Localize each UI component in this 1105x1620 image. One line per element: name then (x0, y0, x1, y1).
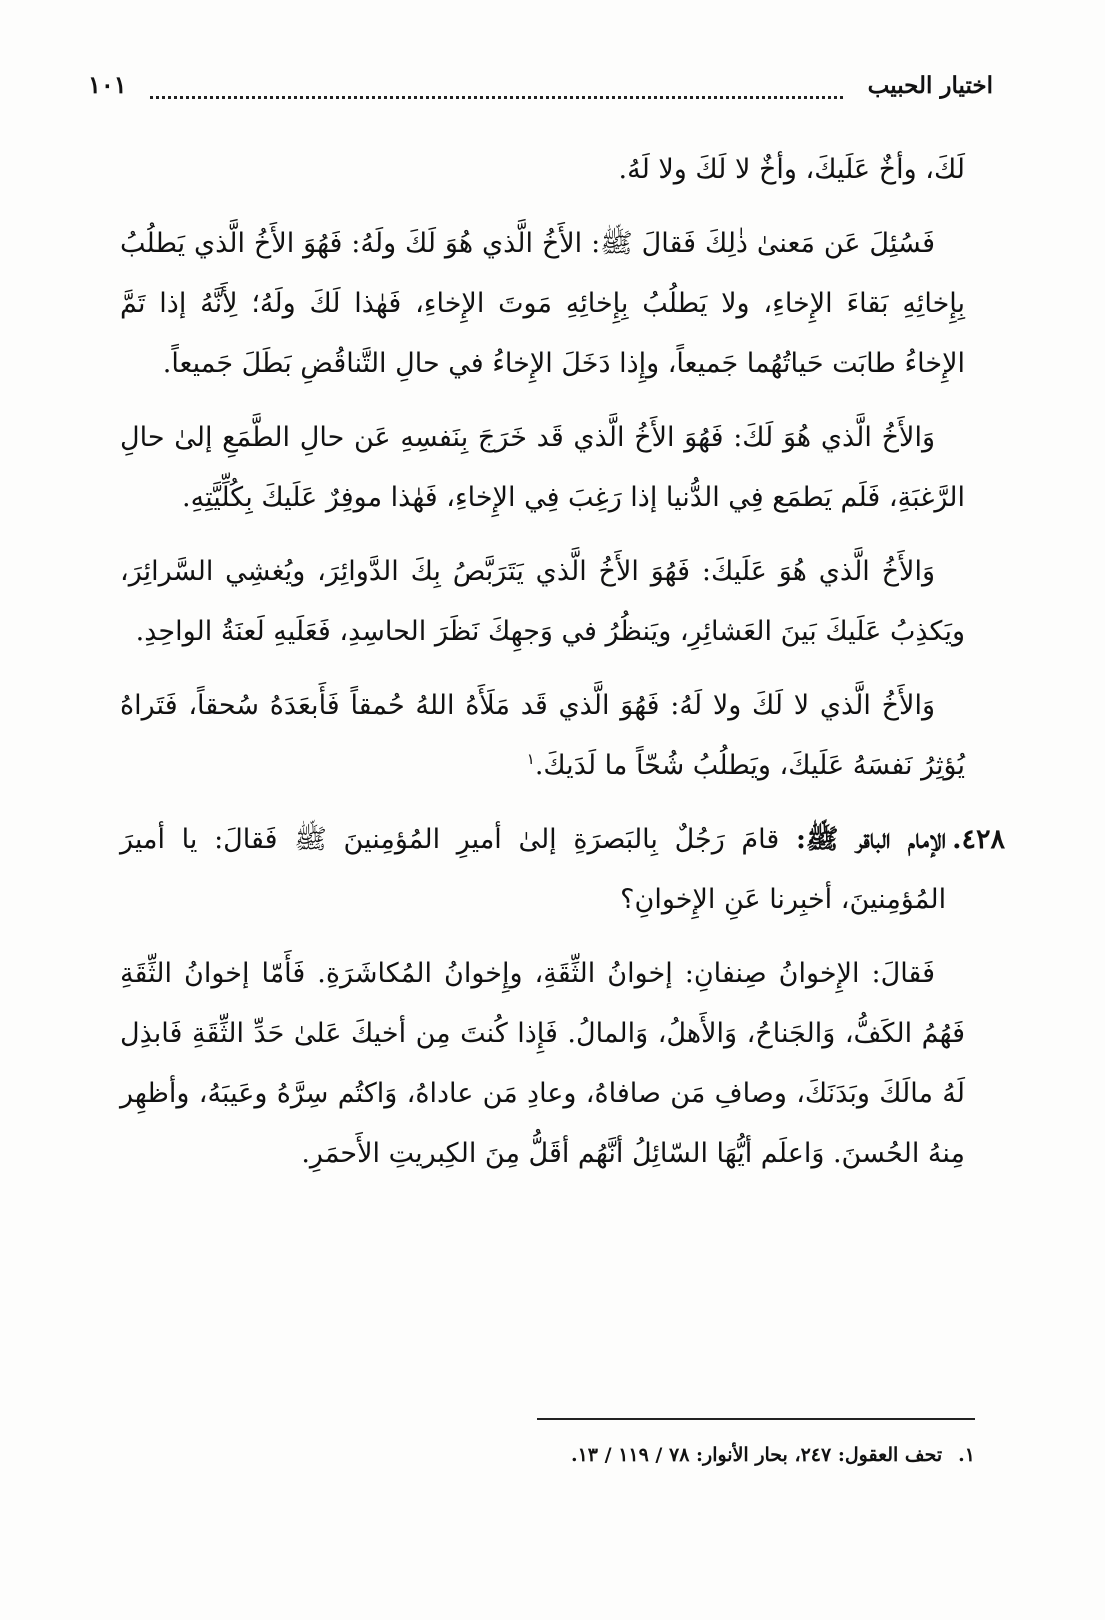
paragraph-5-text: وَالأَخُ الَّذي لا لَكَ ولا لَهُ: فَهُوَ الَّذي قَد مَلَأَهُ اللهُ حُمقاً فَأَبعَدَهُ سُحقاً، فَتَراهُ يُؤثِرُ نَفسَهُ عَلَيكَ، ويَطلُبُ شُحّاً ما لَدَيكَ. (120, 690, 965, 781)
hadith-text (120, 810, 946, 930)
paragraph-2: فَسُئِلَ عَن مَعنىٰ ذٰلِكَ فَقالَ ﷺ: الأَخُ الَّذي هُوَ لَكَ ولَهُ: فَهُوَ الأَخُ الَّذي يَطلُبُ بِإِخائِهِ بَقاءَ الإِخاءِ، ولا يَطلُبُ بِإِخائِهِ مَوتَ الإِخاءِ، فَهٰذا لَكَ ولَهُ؛ لِأَنَّهُ إذا تَمَّ الإِخاءُ طابَت حَياتُهُما جَميعاً، وإِذا دَخَلَ الإِخاءُ في حالِ التَّناقُضِ بَطَلَ جَميعاً. (120, 228, 965, 379)
footnote-number: ١. (958, 1444, 975, 1466)
hadith-number: ٤٢٨. (952, 824, 1005, 855)
running-header (88, 72, 993, 114)
header-leader-dots (150, 96, 843, 99)
footnote-text: تحف العقول: ٢٤٧، بحار الأنوار: ٧٨ / ١١٩ / ١٣. (570, 1444, 943, 1466)
paragraph-6: فَقالَ: الإِخوانُ صِنفانِ: إخوانُ الثِّقَةِ، وإِخوانُ المُكاشَرَةِ. فَأَمّا إخوانُ الثِّقَةِ فَهُمُ الكَفُّ، وَالجَناحُ، وَالأَهلُ، وَالمالُ. فَإِذا كُنتَ مِن أخيكَ عَلىٰ حَدِّ الثِّقَةِ فَابذِل لَهُ مالَكَ وبَدَنَكَ، وصافِ مَن صافاهُ، وعادِ مَن عاداهُ، وَاكتُم سِرَّهُ وعَيبَهُ، وأظهِر مِنهُ الحُسنَ. وَاعلَم أيُّهَا السّائِلُ أنَّهُم أقَلُّ مِنَ الكِبريتِ الأَحمَرِ. (120, 958, 965, 1169)
paragraph-5 (120, 676, 965, 796)
page-body (120, 140, 1005, 1184)
paragraph-4: وَالأَخُ الَّذي هُوَ عَلَيكَ: فَهُوَ الأَخُ الَّذي يَتَرَبَّصُ بِكَ الدَّوائِرَ، ويُغشِي السَّرائِرَ، ويَكذِبُ عَلَيكَ بَينَ العَشائِرِ، ويَنظُرُ في وَجهِكَ نَظَرَ الحاسِدِ، فَعَلَيهِ لَعنَةُ الواحِدِ. (120, 556, 965, 647)
paragraph-3: وَالأَخُ الَّذي هُوَ لَكَ: فَهُوَ الأَخُ الَّذي قَد خَرَجَ بِنَفسِهِ عَن حالِ الطَّمَعِ إلىٰ حالِ الرَّغبَةِ، فَلَم يَطمَع فِي الدُّنيا إذا رَغِبَ فِي الإِخاءِ، فَهٰذا موفِرٌ عَلَيكَ بِكُلِّيَّتِهِ. (120, 422, 965, 513)
footnote (120, 1440, 975, 1470)
footnote-separator (537, 1418, 975, 1420)
footnote-marker: ١ (526, 750, 535, 768)
page-number: ١٠١ (88, 70, 127, 99)
hadith-content: قامَ رَجُلٌ بِالبَصرَةِ إلىٰ أميرِ المُؤمِنينَ ﷺ فَقالَ: يا أميرَ المُؤمِنينَ، أخبِرنا عَنِ الإِخوانِ؟ (120, 824, 947, 915)
hadith-source: الإمام الباقر ﷺ: (795, 824, 947, 855)
paragraph-1: لَكَ، وأخٌ عَلَيكَ، وأخٌ لا لَكَ ولا لَهُ. (618, 154, 965, 185)
book-title: اختيار الحبيب (867, 72, 993, 99)
hadith-entry (120, 810, 1005, 930)
